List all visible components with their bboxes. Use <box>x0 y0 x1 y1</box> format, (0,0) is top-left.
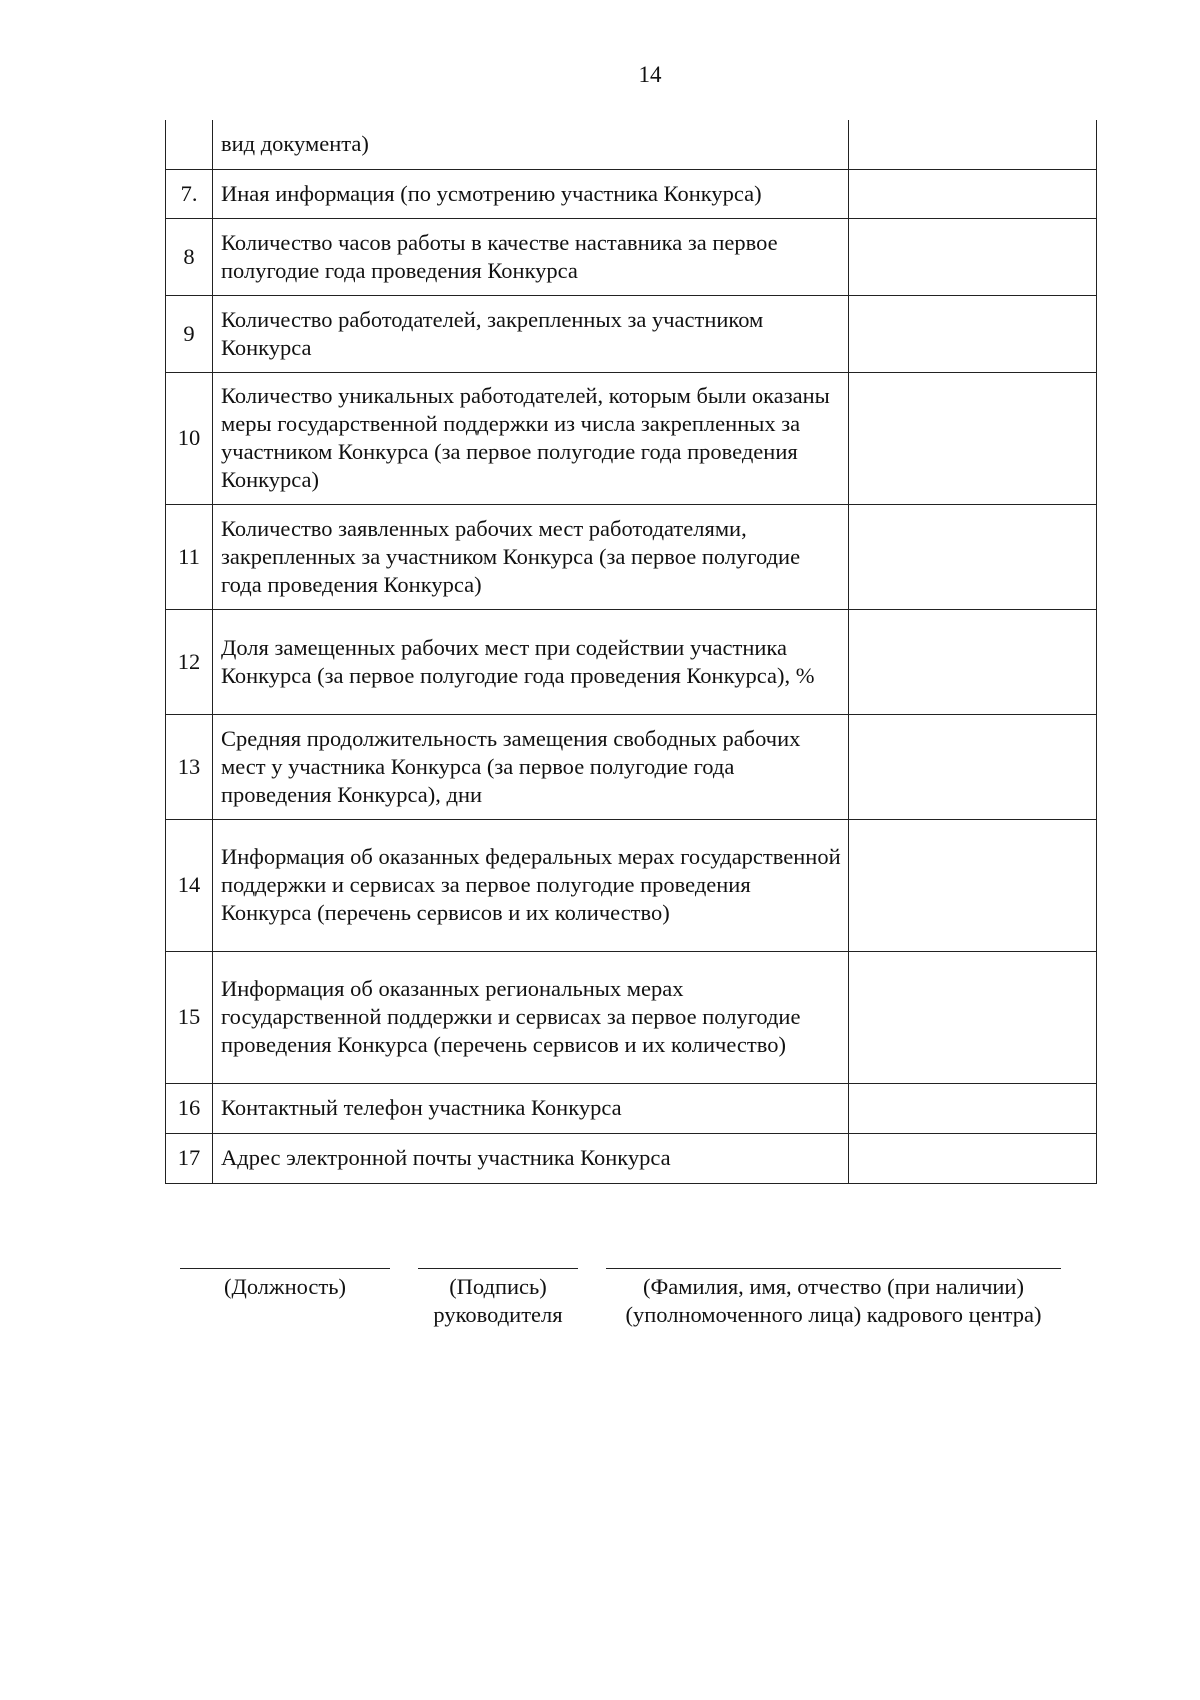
row-value-cell[interactable] <box>849 609 1097 714</box>
manager-signature-line <box>418 1268 578 1329</box>
row-description: Доля замещенных рабочих мест при содействии участника Конкурса (за первое полугодие года проведения Конкурса), % <box>213 609 849 714</box>
table-row <box>166 169 1097 218</box>
table-row <box>166 295 1097 372</box>
row-number: 12 <box>166 609 213 714</box>
table-row <box>166 951 1097 1083</box>
position-caption: (Должность) <box>224 1274 346 1299</box>
full-name-signature-line <box>606 1268 1061 1329</box>
row-value-cell[interactable] <box>849 372 1097 504</box>
row-number: 14 <box>166 819 213 951</box>
row-value-cell[interactable] <box>849 1133 1097 1183</box>
row-description: Иная информация (по усмотрению участника Конкурса) <box>213 169 849 218</box>
page-number: 14 <box>638 62 662 87</box>
table-row <box>166 819 1097 951</box>
row-number: 13 <box>166 714 213 819</box>
table-row <box>166 714 1097 819</box>
table-row <box>166 120 1097 169</box>
row-number <box>166 120 213 169</box>
row-number: 17 <box>166 1133 213 1183</box>
signature-block <box>0 1268 1200 1348</box>
signature-caption-line2: руководителя <box>433 1302 563 1327</box>
row-value-cell[interactable] <box>849 1083 1097 1133</box>
row-description: Количество заявленных рабочих мест работодателями, закрепленных за участником Конкурса (за первое полугодие года проведения Конкурса) <box>213 504 849 609</box>
row-description: Количество часов работы в качестве наставника за первое полугодие года проведения Конкурса <box>213 218 849 295</box>
row-number: 15 <box>166 951 213 1083</box>
row-number: 7. <box>166 169 213 218</box>
row-value-cell[interactable] <box>849 819 1097 951</box>
name-caption-line1: (Фамилия, имя, отчество (при наличии) <box>643 1274 1024 1299</box>
table-row <box>166 1083 1097 1133</box>
row-value-cell[interactable] <box>849 295 1097 372</box>
row-description: Информация об оказанных региональных мерах государственной поддержки и сервисах за первое полугодие проведения Конкурса (перечень сервисов и их количество) <box>213 951 849 1083</box>
name-caption-line2: (уполномоченного лица) кадрового центра) <box>625 1302 1042 1327</box>
signature-caption-line1: (Подпись) <box>449 1274 547 1299</box>
row-description: Количество работодателей, закрепленных за участником Конкурса <box>213 295 849 372</box>
row-description: Информация об оказанных федеральных мерах государственной поддержки и сервисах за первое полугодие проведения Конкурса (перечень сервисов и их количество) <box>213 819 849 951</box>
table-row <box>166 372 1097 504</box>
row-value-cell[interactable] <box>849 504 1097 609</box>
info-table <box>165 120 1097 1184</box>
row-description: Адрес электронной почты участника Конкурса <box>213 1133 849 1183</box>
table-row <box>166 218 1097 295</box>
table-row <box>166 1133 1097 1183</box>
row-number: 11 <box>166 504 213 609</box>
row-value-cell[interactable] <box>849 951 1097 1083</box>
row-value-cell[interactable] <box>849 120 1097 169</box>
row-number: 16 <box>166 1083 213 1133</box>
row-description: Контактный телефон участника Конкурса <box>213 1083 849 1133</box>
row-description: Количество уникальных работодателей, которым были оказаны меры государственной поддержки из числа закрепленных за участником Конкурса (за первое полугодие года проведения Конкурса) <box>213 372 849 504</box>
row-value-cell[interactable] <box>849 714 1097 819</box>
row-value-cell[interactable] <box>849 218 1097 295</box>
row-description: Средняя продолжительность замещения свободных рабочих мест у участника Конкурса (за первое полугодие года проведения Конкурса), дни <box>213 714 849 819</box>
table-row <box>166 504 1097 609</box>
row-number: 10 <box>166 372 213 504</box>
table-row <box>166 609 1097 714</box>
row-number: 9 <box>166 295 213 372</box>
row-number: 8 <box>166 218 213 295</box>
row-value-cell[interactable] <box>849 169 1097 218</box>
position-signature-line <box>180 1268 390 1301</box>
row-description: вид документа) <box>213 120 849 169</box>
